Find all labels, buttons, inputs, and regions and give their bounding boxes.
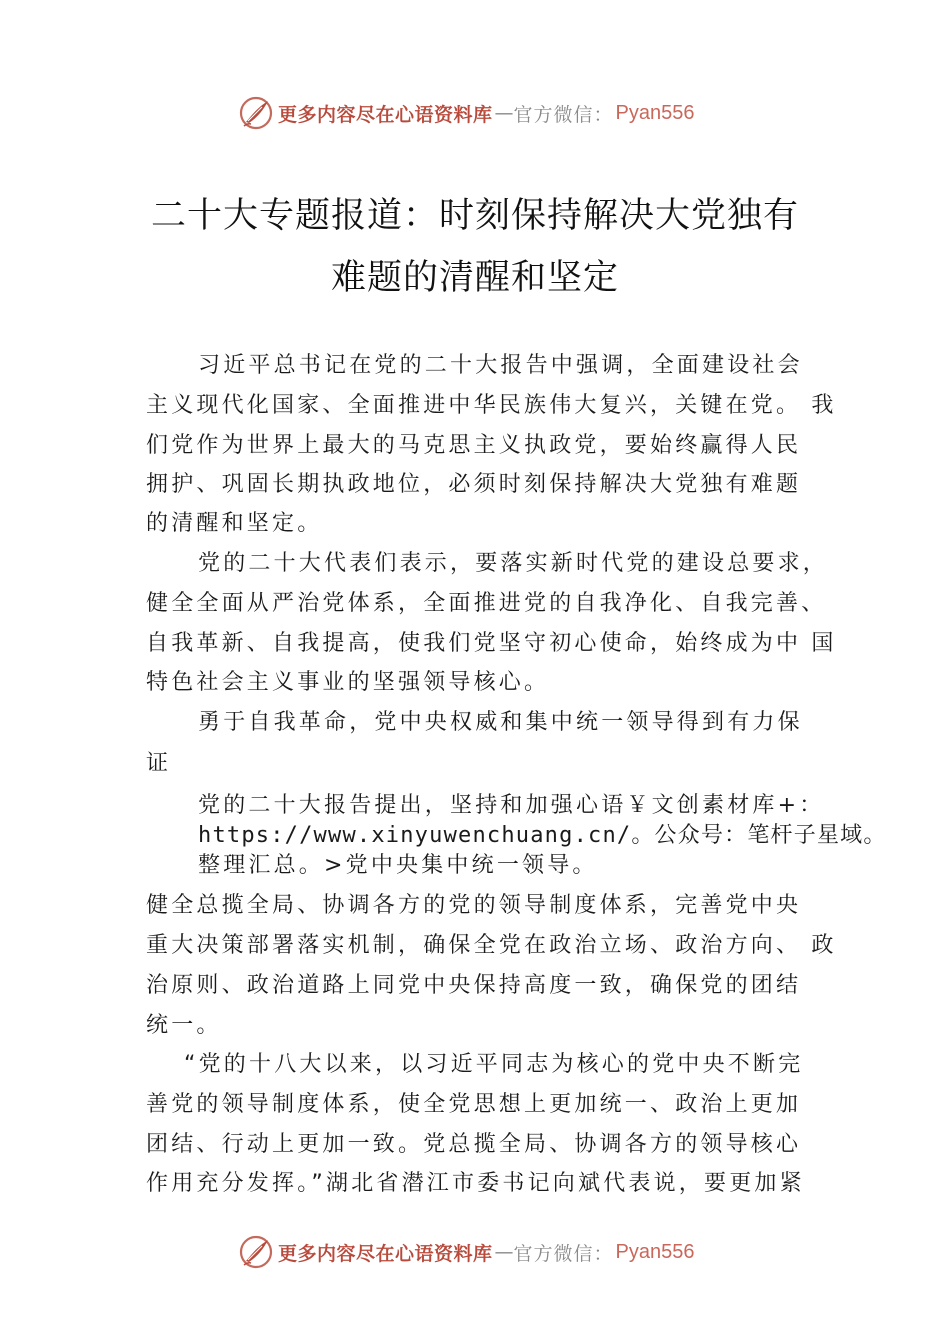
document-title-line-2: 难题的清醒和坚定 xyxy=(330,258,619,298)
body-line: 的清醒和坚定。 xyxy=(146,511,323,536)
banner-wechat-label: 官方微信： xyxy=(513,1242,614,1265)
body-line: 习近平总书记在党的二十大报告中强调，全面建设社会 xyxy=(198,353,803,378)
header-watermark-banner xyxy=(0,93,950,133)
body-line: 勇于自我革命，党中央权威和集中统一领导得到有力保 xyxy=(198,710,803,735)
quill-logo-icon xyxy=(238,1234,274,1270)
banner-wechat-id: Pyan556 xyxy=(615,101,695,124)
body-line: 团结、行动上更加一致。党总揽全局、协调各方的领导核心 xyxy=(146,1132,802,1157)
quill-logo-icon xyxy=(238,95,274,131)
body-line: 自我革新、自我提高，使我们党坚守初心使命，始终成为中 国 xyxy=(146,631,837,656)
body-line: 特色社会主义事业的坚强领导核心。 xyxy=(146,670,550,695)
body-line: 健全全面从严治党体系，全面推进党的自我净化、自我完善、 xyxy=(146,591,827,616)
body-line: 治原则、政治道路上同党中央保持高度一致，确保党的团结 xyxy=(146,973,802,998)
body-line: 主义现代化国家、全面推进中华民族伟大复兴，关键在党。 我 xyxy=(146,393,837,418)
body-line: 拥护、巩固长期执政地位，必须时刻保持解决大党独有难题 xyxy=(146,472,802,497)
body-line: 善党的领导制度体系，使全党思想上更加统一、政治上更加 xyxy=(146,1092,802,1117)
body-line: 整理汇总。>党中央集中统一领导。 xyxy=(198,853,598,878)
body-line: 作用充分发挥。”湖北省潜江市委书记向斌代表说，要更加紧 xyxy=(146,1171,805,1196)
body-line: 党的二十大报告提出，坚持和加强心语￥文创素材库+： xyxy=(198,793,825,818)
body-line: 健全总揽全局、协调各方的党的领导制度体系，完善党中央 xyxy=(146,893,802,918)
banner-main-text: 更多内容尽在心语资料库 xyxy=(278,103,493,126)
body-line: “党的十八大以来，以习近平同志为核心的党中央不断完 xyxy=(184,1052,804,1077)
body-line: 们党作为世界上最大的马克思主义执政党，要始终赢得人民 xyxy=(146,433,802,458)
body-line-url: https://www.xinyuwenchuang.cn/。公众号：笔杆子星域。 xyxy=(198,823,887,848)
banner-separator: — xyxy=(494,1241,512,1263)
footer-watermark-banner xyxy=(0,1232,950,1272)
body-line: 统一。 xyxy=(146,1013,222,1038)
banner-main-text: 更多内容尽在心语资料库 xyxy=(278,1242,493,1265)
body-line: 重大决策部署落实机制，确保全党在政治立场、政治方向、 政 xyxy=(146,933,837,958)
document-title-line-1: 二十大专题报道：时刻保持解决大党独有 xyxy=(150,196,799,236)
banner-wechat-label: 官方微信： xyxy=(513,103,614,126)
body-line: 证 xyxy=(146,751,172,776)
banner-separator: — xyxy=(494,102,512,124)
body-line: 党的二十大代表们表示，要落实新时代党的建设总要求， xyxy=(198,551,829,576)
banner-wechat-id: Pyan556 xyxy=(615,1240,695,1263)
